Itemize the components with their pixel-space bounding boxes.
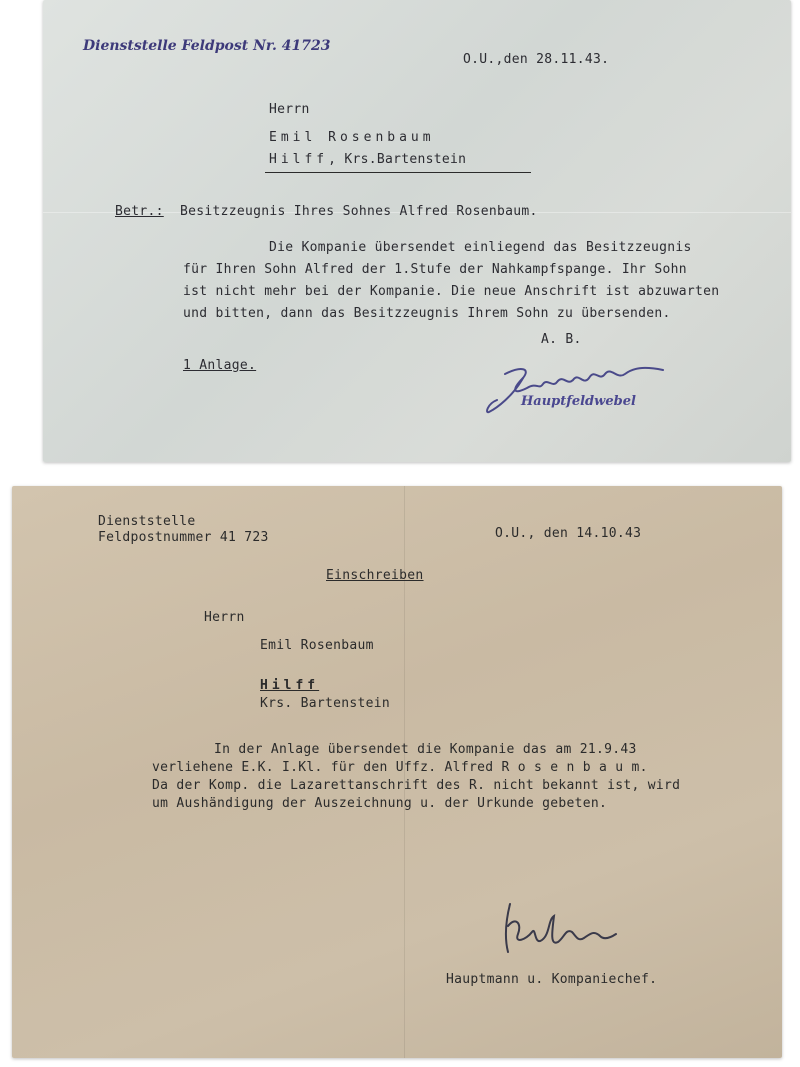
letterhead-stamp: Dienststelle Feldpost Nr. 41723	[83, 38, 331, 54]
body-line: ist nicht mehr bei der Kompanie. Die neue Anschrift ist abzuwarten	[183, 284, 720, 299]
signature-title: Hauptmann u. Kompaniechef.	[446, 972, 658, 987]
subject-label: Betr.:	[115, 204, 164, 219]
office-line: Dienststelle	[98, 514, 196, 529]
field-post-number: Feldpostnummer 41 723	[98, 530, 269, 545]
subject-line	[115, 204, 538, 219]
salutation: Herrn	[269, 102, 310, 117]
handwritten-signature	[492, 896, 642, 966]
signature-rank: Hauptfeldwebel	[521, 394, 636, 409]
body-line: Da der Komp. die Lazarettanschrift des R. nicht bekannt ist, wird	[152, 778, 681, 793]
place-date: O.U., den 14.10.43	[495, 526, 642, 541]
body-line: Die Kompanie übersendet einliegend das Besitzzeugnis	[269, 240, 692, 255]
recipient-name: Emil Rosenbaum	[260, 638, 374, 653]
salutation: Herrn	[204, 610, 245, 625]
recipient-district: Krs. Bartenstein	[260, 696, 391, 711]
recipient-town: Hilff	[269, 152, 329, 167]
recipient-name: Emil Rosenbaum	[269, 130, 435, 145]
subject-text: Besitzzeugnis Ihres Sohnes Alfred Rosenbaum.	[180, 204, 538, 219]
place-date: O.U.,den 28.11.43.	[463, 52, 610, 67]
recipient-address	[269, 152, 466, 167]
body-line: verliehene E.K. I.Kl. für den Uffz. Alfred R o s e n b a u m.	[152, 760, 648, 775]
letter-bottom	[12, 486, 782, 1058]
enclosure-note: 1 Anlage.	[183, 358, 257, 373]
address-underline	[265, 172, 531, 173]
body-line: um Aushändigung der Auszeichnung u. der Urkunde gebeten.	[152, 796, 608, 811]
letter-top	[43, 0, 791, 462]
recipient-district: , Krs.Bartenstein	[328, 152, 467, 167]
body-line: In der Anlage übersendet die Kompanie das am 21.9.43	[214, 742, 637, 757]
handwritten-signature	[483, 352, 683, 422]
body-line: und bitten, dann das Besitzzeugnis Ihrem Sohn zu übersenden.	[183, 306, 671, 321]
recipient-town: Hilff	[260, 678, 320, 693]
body-line: für Ihren Sohn Alfred der 1.Stufe der Nahkampfspange. Ihr Sohn	[183, 262, 687, 277]
registered-mail-label: Einschreiben	[326, 568, 424, 583]
ab-note: A. B.	[541, 332, 582, 347]
